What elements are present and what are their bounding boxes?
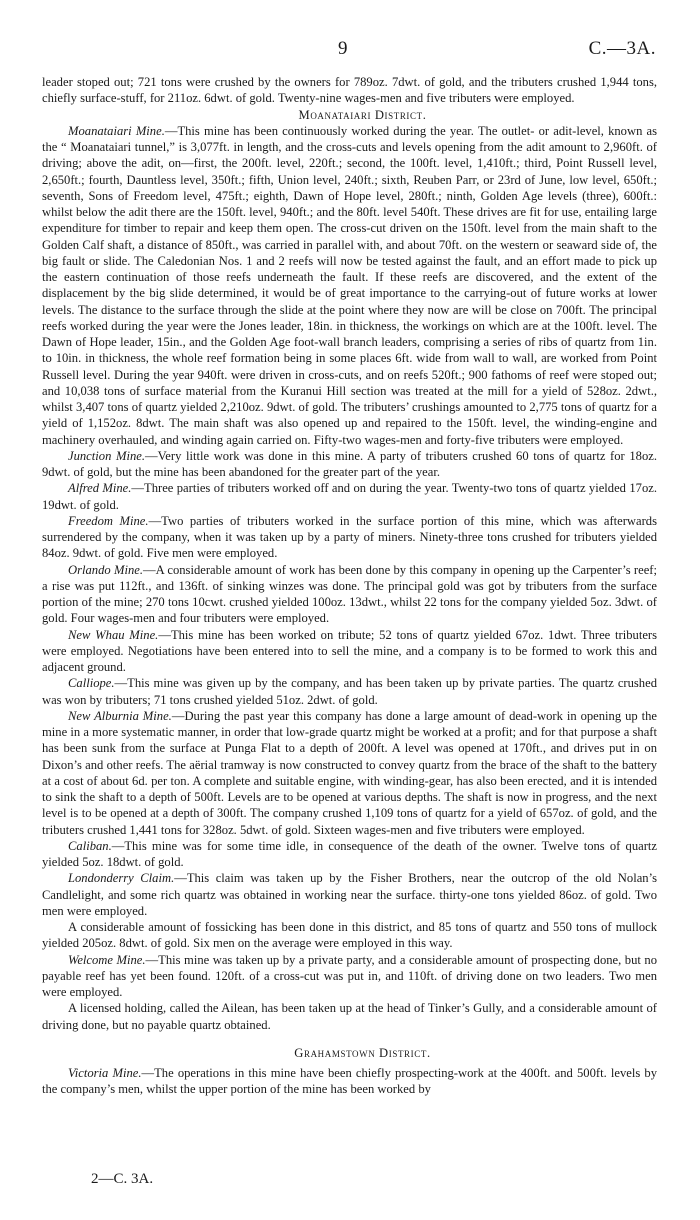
mine-name: Junction Mine. [68,448,146,463]
mine-name: Caliban. [68,838,112,853]
page-number: 9 [338,38,348,59]
paragraph-text: —This mine was taken up by a private party, and a considerable amount of prospecting done, but no payable reef has yet been found. 120ft. of a cross-cut was put in, and 110ft. of driving done on two leaders. Two men were employed. [42,952,658,999]
mine-name: Alfred Mine. [68,481,132,496]
paragraph-text: —This claim was taken up by the Fisher Brothers, near the outcrop of the old Nolan’s Candlelight, and some rich quartz was obtained in working near the surface. thirty-one tons yielded 86oz. of gold. Two men were employed. [42,871,657,918]
paragraph [42,627,657,676]
mine-name: New Whau Mine. [68,627,159,642]
mine-name: Victoria Mine. [68,1066,142,1080]
document-reference: C.—3A. [588,38,656,59]
paragraph [42,838,657,871]
paragraph [42,1065,657,1098]
page-signature: 2—C. 3A. [91,1171,154,1187]
paragraph [42,562,657,627]
paragraph-text: —This mine has been worked on tribute; 52 tons of quartz yielded 67oz. 1dwt. Three tributers were employed. Negotiations have been entered into to sell the mine, and a company is to be formed to work this and adjacent ground. [42,627,658,674]
paragraph [42,708,657,838]
paragraph [42,448,657,481]
paragraph-text: —This mine has been continuously worked during the year. The outlet- or adit-level, known as the “ Moanataiari tunnel,” is 3,077ft. in length, and the cross-cuts and levels opening from the adit amount to 2,960ft. of driving; above the adit, on—first, the 200ft. level, 220ft.; second, the 100ft. level, 1,410ft.; third, Point Russell level, 2,650ft.; fourth, Dauntless level, 350ft.; fifth, Union level, 240ft.; sixth, Reuben Parr, or 23rd of June, low level, 650ft.; seventh, Sons of Freedom level, 475ft.; eighth, Dawn of Hope level, 280ft.; ninth, Golden Age levels (three), 600ft.: whilst below the adit there are the 150ft. level, 940ft.; and the 80ft. level 540ft. These drives are fit for use, entailing large expenditure for timber to repair and keep them open. The cross-cut driven on the 150ft. level from the main shaft to the Golden Calf shaft, a distance of 850ft., was carried in parallel with, and about 70ft. on the western or seaward side of, the big fault or slide. The Caledonian Nos. 1 and 2 reefs will now be tested against the fault, and an effort made to pick up the eastern continuation of those reefs underneath the fault. If these reefs are discovered, and the extent of the displacement by the big slide determined, it would be of great importance to the carrying-out of future works at lower levels. The distance to the surface through the slide at the point where they now are will be close on 700ft. The principal reefs worked during the year were the Jones leader, 18in. in thickness, the workings on which are at the 100ft. level. The Dawn of Hope leader, 15in., and the Golden Age foot-wall branch leaders, comprising a series of ribs of quartz from 1in. to 10in. in thickness, the whole reef formation being in some places 6ft. wide from wall to wall, are worked from Point Russell level. During the year 940ft. were driven in cross-cuts, and on reefs 520ft.; 900 fathoms of reef were stoped out; and 10,038 tons of surface material from the Kuranui Hill section was treated at the mill for a yield of 528oz. 2dwt., whilst 3,407 tons of quartz yielded 2,210oz. 9dwt. of gold. The tributers’ crushings amounted to 2,775 tons of quartz for a yield of 1,152oz. 8dwt. The main shaft was also opened up and repaired to the 150ft. level, the winding-engine and machinery overhauled, and winding again carried on. Fifty-two wages-men and forty-five tributers were employed. [42,123,658,447]
mine-name: Orlando Mine. [68,562,144,577]
paragraph-text: —Three parties of tributers worked off and on during the year. Twenty-two tons of quartz yielded 17oz. 19dwt. of gold. [42,481,657,512]
district-heading-grahamstown: Grahamstown District. [294,1045,431,1060]
mine-name: Londonderry Claim. [68,871,175,886]
paragraph [42,919,657,952]
paragraph-text: —Two parties of tributers worked in the surface portion of this mine, which was afterwards surrendered by the company, when it was taken up by a party of miners. Ninety-three tons crushed for tributers yielded 84oz. 9dwt. of gold. Five men were employed. [42,513,657,561]
intro-paragraph: leader stoped out; 721 tons were crushed by the owners for 789oz. 7dwt. of gold, and the tributers crushed 1,944 tons, chiefly surface-stuff, for 211oz. 6dwt. of gold. Twenty-nine wages-men and five tributers were employed. [42,75,657,106]
paragraph-text: A licensed holding, called the Ailean, has been taken up at the head of Tinker’s Gully, and a considerable amount of driving done, but no payable quartz obtained. [42,1001,657,1032]
body-text [42,74,657,1098]
mine-name: Calliope. [68,676,115,691]
paragraph [42,1000,657,1033]
paragraph [42,870,657,919]
paragraph-text: —A considerable amount of work has been done by this company in opening up the Carpenter’s reef; a rise was put 112ft., and 136ft. of sinking winzes was done. The principal gold was got by tributers from the surface portion of the mine; 270 tons 10cwt. crushed yielded 100oz. 13dwt., whilst 22 tons for the company yielded 5oz. 3dwt. of gold. Four wages-men and four tributers were employed. [42,562,657,626]
mine-name: New Alburnia Mine. [68,708,172,723]
paragraph-text: —During the past year this company has done a large amount of dead-work in opening up the mine in a more systematic manner, in order that low-grade quartz might be worked at a profit; and for that purpose a shaft has been sunk from the surface at Punga Flat to a depth of 200ft. A level was opened at 170ft., and drives put in on Dixon’s and other reefs. The aërial tramway is now constructed to convey quartz from the brace of the shaft to the battery at a cost of about 6d. per ton. A complete and suitable engine, with winding-gear, has also been erected, and it is intended to sink the shaft to a depth of 500ft. Levels are to be opened at various depths. The shaft is now in progress, and the next level is to be opened at a depth of 300ft. The company crushed 1,109 tons of quartz for a yield of 657oz. of gold, and the tributers crushed 1,441 tons for 328oz. 5dwt. of gold. Sixteen wages-men and five tributers were employed. [42,708,657,837]
paragraph-text: —Very little work was done in this mine. A party of tributers crushed 60 tons of quartz for 18oz. 9dwt. of gold, but the mine has been abandoned for the greater part of the year. [42,448,657,479]
mine-name: Freedom Mine. [68,513,149,528]
paragraph-text: —This mine was given up by the company, and has been taken up by private parties. The quartz crushed was won by tributers; 71 tons crushed yielded 51oz. 2dwt. of gold. [42,676,657,707]
paragraph-text: —This mine was for some time idle, in consequence of the death of the owner. Twelve tons of quartz yielded 5oz. 18dwt. of gold. [42,838,657,869]
paragraph-text: A considerable amount of fossicking has been done in this district, and 85 tons of quartz and 550 tons of mullock yielded 205oz. 8dwt. of gold. Six men on the average were employed in this way. [42,920,657,951]
paragraph [42,123,657,448]
paragraph-text: —The operations in this mine have been chiefly prospecting-work at the 400ft. and 500ft. levels by the company’s men, whilst the upper portion of the mine has been worked by [42,1066,657,1097]
mine-name: Moanataiari Mine. [68,123,165,138]
paragraph [42,675,657,708]
paragraph [42,513,657,562]
paragraph [42,480,657,513]
paragraph [42,952,657,1001]
mine-name: Welcome Mine. [68,952,146,967]
district-heading-moanataiari: Moanataiari District. [298,107,427,122]
